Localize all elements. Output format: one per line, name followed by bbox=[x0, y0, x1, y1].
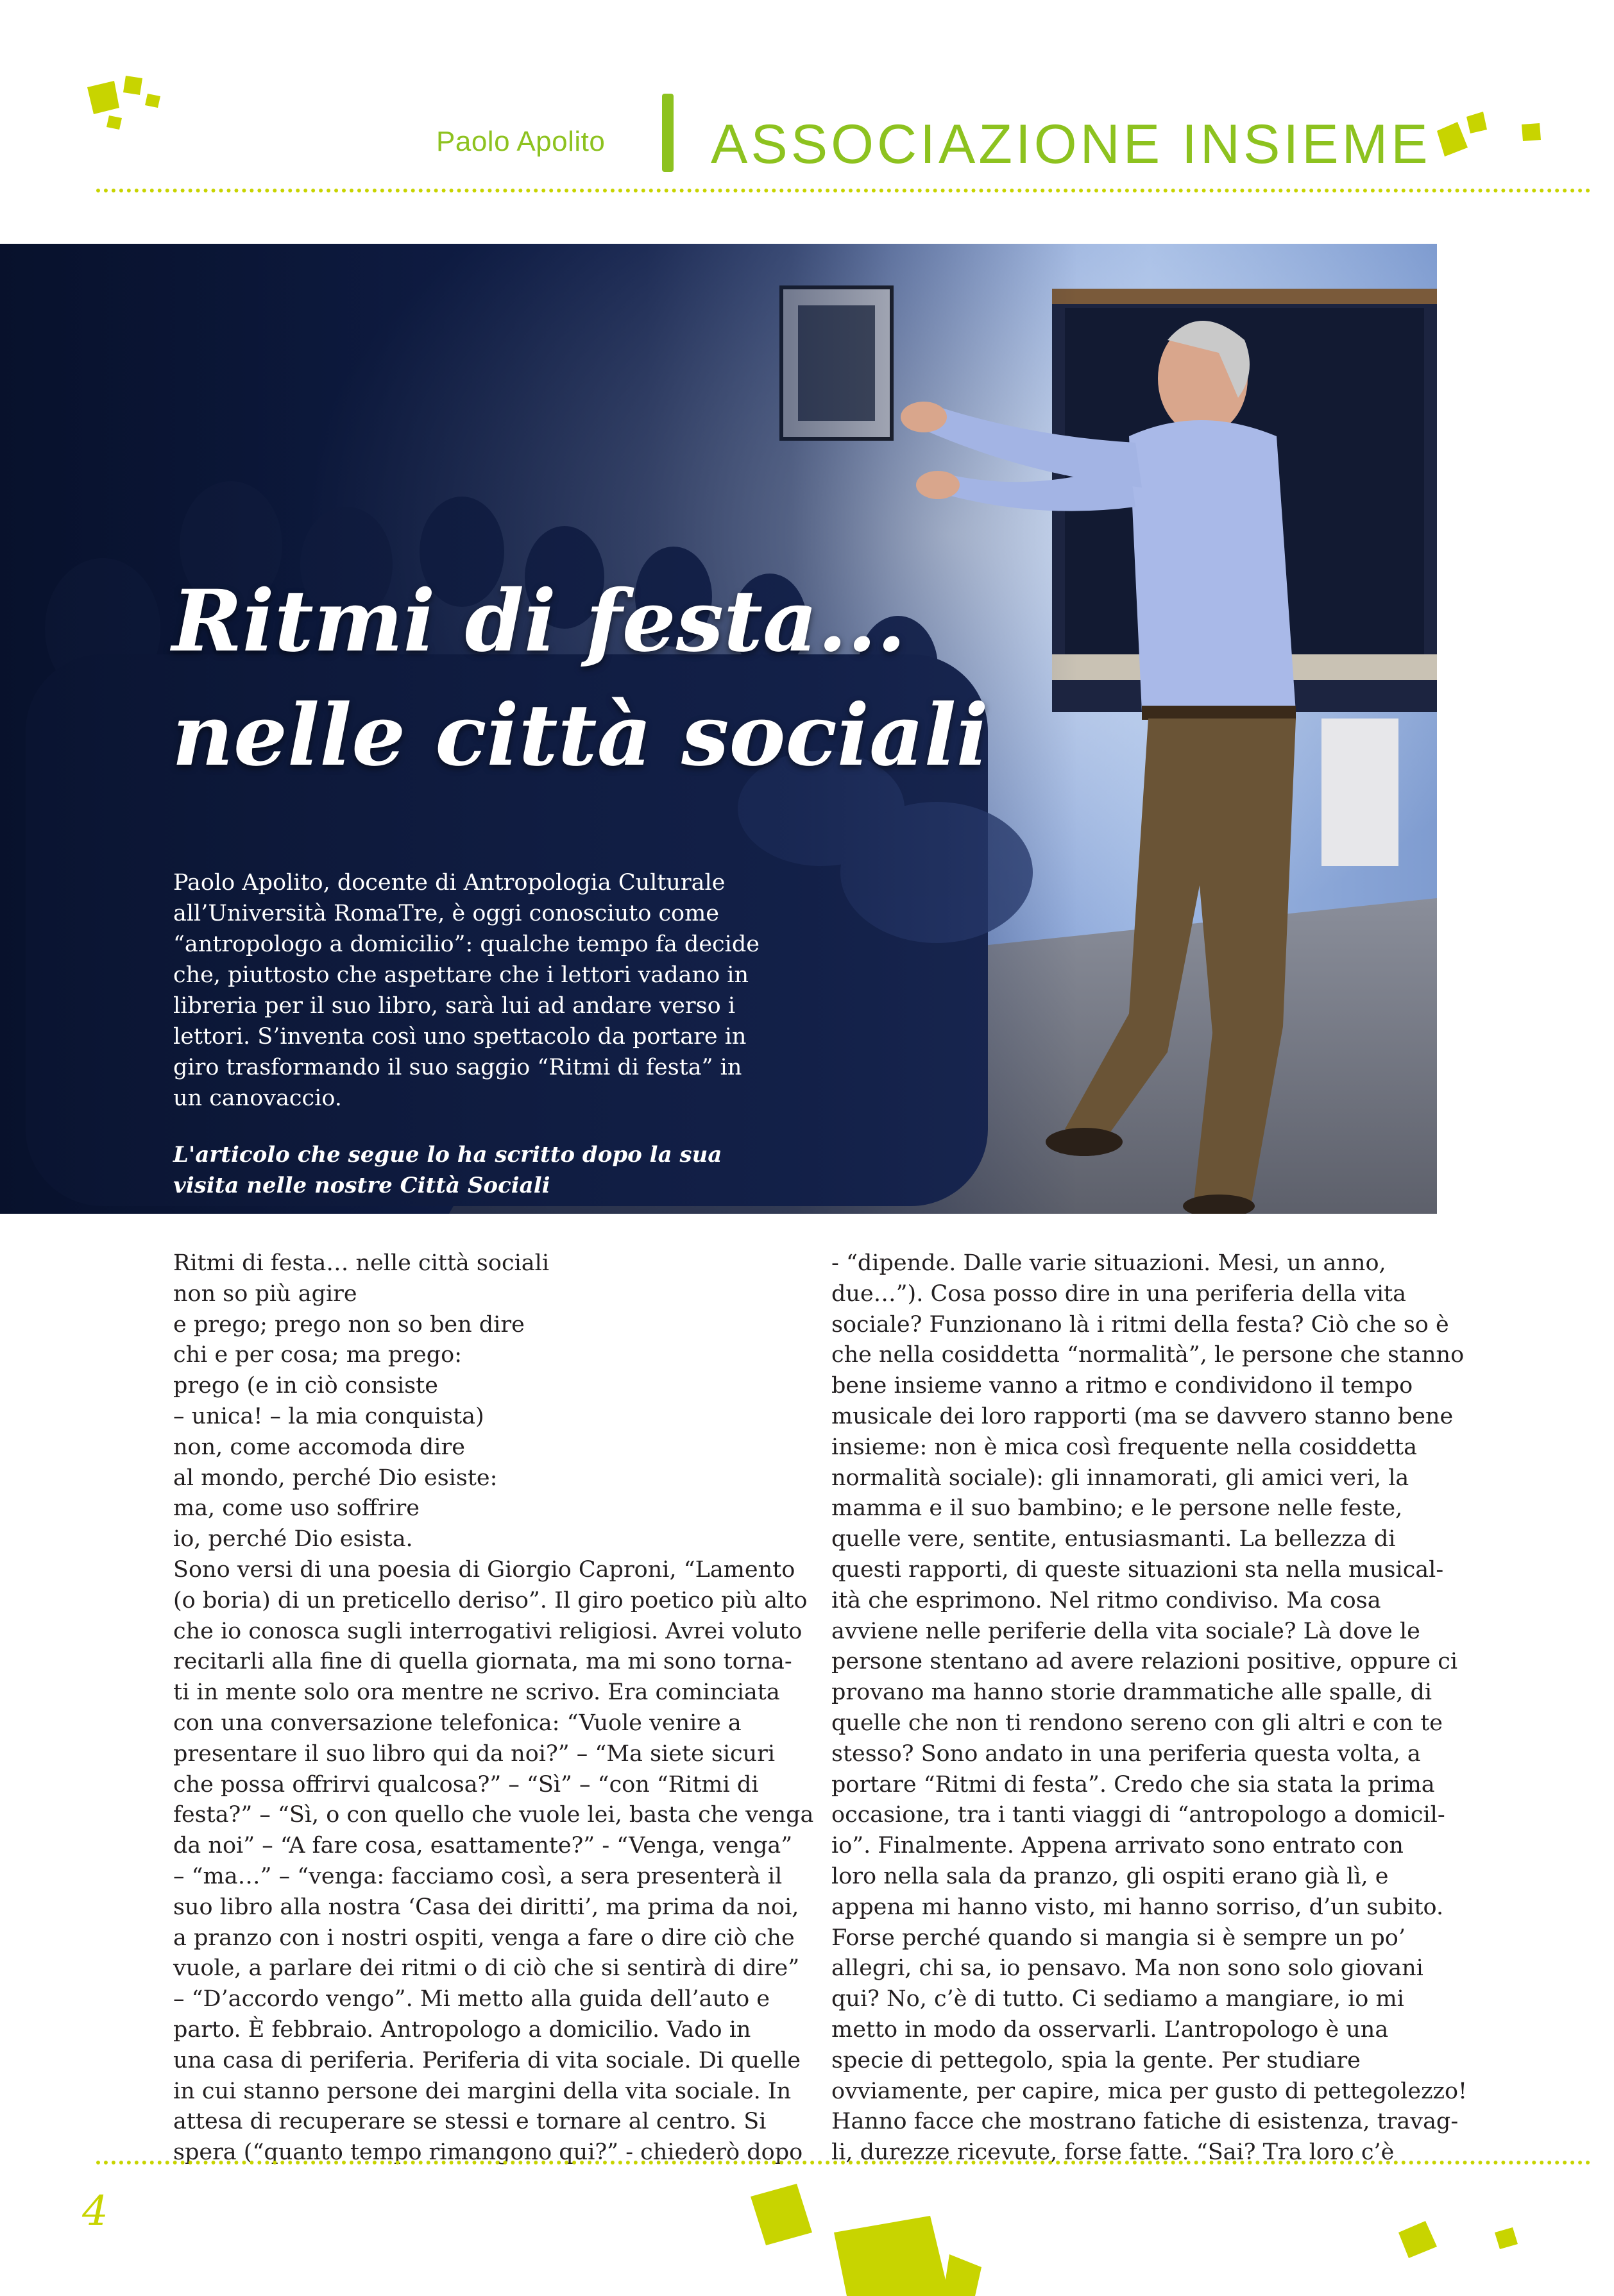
lead-line: visita nelle nostre Città Sociali bbox=[173, 1173, 550, 1198]
body-line: – “ma…” – “venga: facciamo così, a sera presenterà il bbox=[173, 1863, 783, 1889]
body-line: che nella cosiddetta “normalità”, le persone che stanno bbox=[831, 1342, 1465, 1368]
intro-line: lettori. S’inventa così uno spettacolo da portare in bbox=[173, 1024, 747, 1050]
body-line: appena mi hanno visto, mi hanno sorriso, d’un subito. bbox=[831, 1894, 1444, 1920]
footer-dotted-rule bbox=[96, 2161, 1591, 2164]
intro-line: Paolo Apolito, docente di Antropologia Culturale bbox=[173, 870, 726, 896]
header-decoration-shapes bbox=[81, 76, 171, 146]
body-line: insieme: non è mica così frequente nella cosiddetta bbox=[831, 1434, 1417, 1460]
body-line: da noi” – “A fare cosa, esattamente?” - “Venga, venga” bbox=[173, 1833, 793, 1859]
footer-decoration-shapes bbox=[738, 2171, 994, 2296]
body-line: non, come accomoda dire bbox=[173, 1434, 465, 1460]
body-line: ma, come uso soffrire bbox=[173, 1495, 420, 1522]
body-line: Ritmi di festa… nelle città sociali bbox=[173, 1250, 550, 1276]
body-line: con una conversazione telefonica: “Vuole venire a bbox=[173, 1710, 742, 1736]
body-line: allegri, chi sa, io pensavo. Ma non sono solo giovani bbox=[831, 1955, 1423, 1982]
body-line: vuole, a parlare dei ritmi o di ciò che si sentirà di dire” bbox=[173, 1955, 800, 1982]
body-line: che possa offrirvi qualcosa?” – “Sì” – “con “Ritmi di bbox=[173, 1771, 759, 1798]
intro-line: libreria per il suo libro, sarà lui ad andare verso i bbox=[173, 993, 736, 1019]
footer-right-decoration-shapes bbox=[1392, 2207, 1533, 2265]
body-line: loro nella sala da pranzo, gli ospiti erano già lì, e bbox=[831, 1863, 1389, 1889]
body-column-left bbox=[173, 1248, 814, 2168]
body-line: provano ma hanno storie drammatiche alle spalle, di bbox=[831, 1679, 1432, 1706]
body-line: bene insieme vanno a ritmo e condividono il tempo bbox=[831, 1373, 1413, 1399]
hero-photo bbox=[0, 244, 1437, 1214]
body-line: festa?” – “Sì, o con quello che vuole lei, basta che venga bbox=[173, 1802, 814, 1828]
body-line: recitarli alla fine di quella giornata, ma mi sono torna- bbox=[173, 1649, 792, 1675]
body-line: in cui stanno persone dei margini della vita sociale. In bbox=[173, 2078, 792, 2104]
header-right-decoration-shapes bbox=[1432, 105, 1547, 176]
article-title-line: nelle città sociali bbox=[172, 686, 989, 785]
body-line: – unica! – la mia conquista) bbox=[173, 1403, 484, 1429]
body-line: presentare il suo libro qui da noi?” – “Ma siete sicuri bbox=[173, 1740, 776, 1767]
body-line: metto in modo da osservarli. L’antropologo è una bbox=[831, 2016, 1389, 2043]
body-line: parto. È febbraio. Antropologo a domicilio. Vado in bbox=[173, 2016, 751, 2043]
body-line: stesso? Sono andato in una periferia questa volta, a bbox=[831, 1740, 1421, 1767]
body-line: (o boria) di un preticello deriso”. Il giro poetico più alto bbox=[173, 1587, 808, 1613]
header-divider bbox=[662, 94, 674, 172]
body-line: sociale? Funzionano là i ritmi della festa? Ciò che so è bbox=[831, 1311, 1449, 1338]
body-line: questi rapporti, di queste situazioni sta nella musical- bbox=[831, 1556, 1444, 1583]
body-line: persone stentano ad avere relazioni positive, oppure ci bbox=[831, 1649, 1458, 1675]
body-line: quelle che non ti rendono sereno con gli altri e con te bbox=[831, 1710, 1443, 1736]
header-section-title: ASSOCIAZIONE INSIEME bbox=[711, 114, 1431, 175]
article-lead bbox=[173, 1139, 776, 1201]
body-line: Forse perché quando si mangia si è sempre un po’ bbox=[831, 1925, 1406, 1951]
body-line: - “dipende. Dalle varie situazioni. Mesi, un anno, bbox=[831, 1250, 1386, 1276]
body-line: io, perché Dio esista. bbox=[173, 1526, 413, 1552]
body-line: non so più agire bbox=[173, 1280, 357, 1307]
intro-line: che, piuttosto che aspettare che i lettori vadano in bbox=[173, 962, 749, 988]
body-line: al mondo, perché Dio esiste: bbox=[173, 1465, 498, 1491]
body-line: Hanno facce che mostrano fatiche di esistenza, travag- bbox=[831, 2109, 1459, 2135]
body-line: prego (e in ciò consiste bbox=[173, 1373, 438, 1399]
body-line: mamma e il suo bambino; e le persone nelle feste, bbox=[831, 1495, 1403, 1522]
intro-line: all’Università RomaTre, è oggi conosciuto come bbox=[173, 901, 720, 926]
page-number: 4 bbox=[82, 2188, 108, 2235]
body-line: quelle vere, sentite, entusiasmanti. La bellezza di bbox=[831, 1526, 1396, 1552]
article-intro bbox=[173, 867, 763, 1114]
body-line: spera (“quanto tempo rimangono qui?” - chiederò dopo bbox=[173, 2139, 803, 2166]
header-author: Paolo Apolito bbox=[436, 126, 606, 157]
body-line: una casa di periferia. Periferia di vita sociale. Di quelle bbox=[173, 2047, 801, 2073]
body-line: a pranzo con i nostri ospiti, venga a fare o dire ciò che bbox=[173, 1925, 795, 1951]
body-line: attesa di recuperare se stessi e tornare al centro. Si bbox=[173, 2109, 767, 2135]
body-column-right bbox=[831, 1248, 1468, 2168]
body-line: io”. Finalmente. Appena arrivato sono entrato con bbox=[831, 1833, 1404, 1859]
lead-line: L'articolo che segue lo ha scritto dopo la sua bbox=[173, 1142, 722, 1168]
body-line: normalità sociale): gli innamorati, gli amici veri, la bbox=[831, 1465, 1409, 1491]
body-line: musicale dei loro rapporti (ma se davvero stanno bene bbox=[831, 1403, 1454, 1429]
body-line: li, durezze ricevute, forse fatte. “Sai? Tra loro c’è bbox=[831, 2139, 1395, 2166]
body-line: e prego; prego non so ben dire bbox=[173, 1311, 525, 1338]
body-line: che io conosca sugli interrogativi religiosi. Avrei voluto bbox=[173, 1618, 803, 1644]
body-line: ti in mente solo ora mentre ne scrivo. Era cominciata bbox=[173, 1679, 780, 1706]
body-line: Sono versi di una poesia di Giorgio Caproni, “Lamento bbox=[173, 1556, 795, 1583]
intro-line: giro trasformando il suo saggio “Ritmi di festa” in bbox=[173, 1055, 742, 1080]
body-line: ità che esprimono. Nel ritmo condiviso. Ma cosa bbox=[831, 1587, 1381, 1613]
body-line: suo libro alla nostra ‘Casa dei diritti’, ma prima da noi, bbox=[173, 1894, 799, 1920]
article-title bbox=[172, 565, 989, 793]
body-line: chi e per cosa; ma prego: bbox=[173, 1342, 462, 1368]
body-line: specie di pettegolo, spia la gente. Per studiare bbox=[831, 2047, 1361, 2073]
body-line: – “D’accordo vengo”. Mi metto alla guida dell’auto e bbox=[173, 1986, 770, 2012]
body-line: ovviamente, per capire, mica per gusto di pettegolezzo! bbox=[831, 2078, 1468, 2104]
header-dotted-rule bbox=[96, 189, 1591, 192]
intro-line: un canovaccio. bbox=[173, 1085, 342, 1111]
article-title-line: Ritmi di festa... bbox=[172, 572, 906, 671]
body-line: avviene nelle periferie della vita sociale? Là dove le bbox=[831, 1618, 1420, 1644]
body-line: qui? No, c’è di tutto. Ci sediamo a mangiare, io mi bbox=[831, 1986, 1404, 2012]
body-line: occasione, tra i tanti viaggi di “antropologo a domicil- bbox=[831, 1802, 1445, 1828]
body-line: portare “Ritmi di festa”. Credo che sia stata la prima bbox=[831, 1771, 1435, 1798]
intro-line: “antropologo a domicilio”: qualche tempo fa decide bbox=[173, 931, 760, 957]
body-line: due…”). Cosa posso dire in una periferia della vita bbox=[831, 1280, 1406, 1307]
